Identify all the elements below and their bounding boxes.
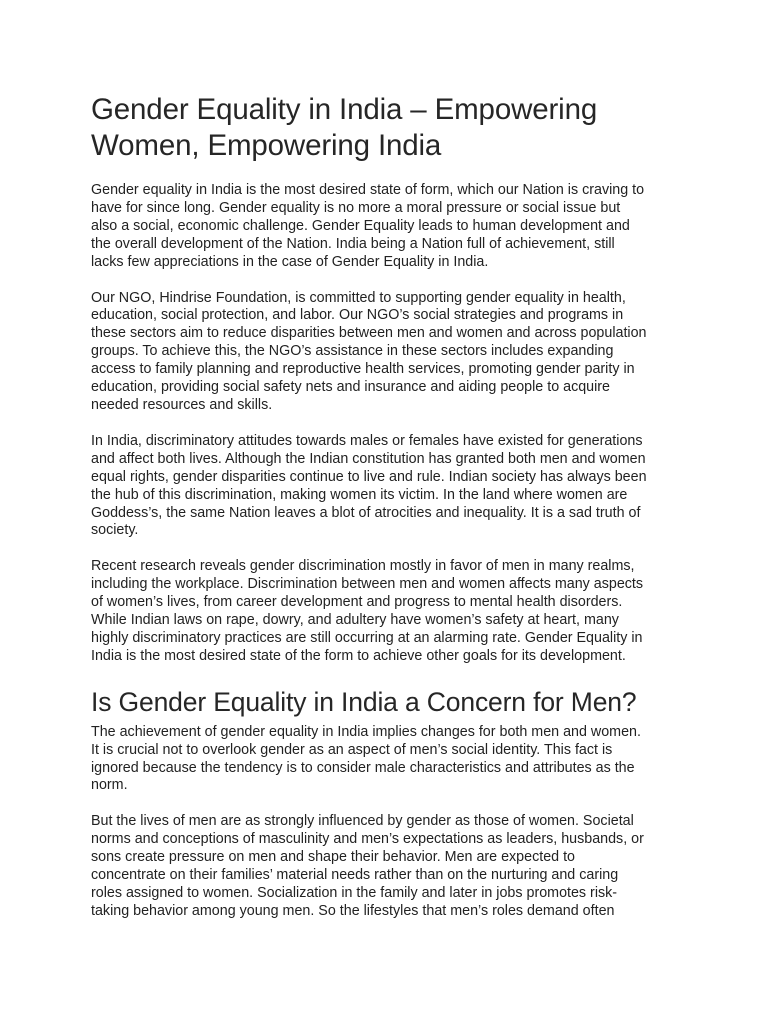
document-page	[91, 92, 691, 921]
intro-paragraph-4: Recent research reveals gender discrimination mostly in favor of men in many realms, including the workplace. Discrimination between men and women affects many aspects of women’s lives, from career development and progress to mental health disorders. While Indian laws on rape, dowry, and adultery have women’s safety at heart, many highly discriminatory practices are still occurring at an alarming rate. Gender Equality in India is the most desired state of the form to achieve other goals for its development.	[91, 558, 644, 664]
intro-paragraph-3: In India, discriminatory attitudes towards males or females have existed for generations and affect both lives. Although the Indian constitution has granted both men and women equal rights, gender disparities continue to live and rule. Indian society has always been the hub of this discrimination, making women its victim. In the land where women are Goddess’s, the same Nation leaves a blot of atrocities and inequality. It is a sad truth of society.	[91, 432, 647, 539]
page-title: Gender Equality in India – Empowering Women, Empowering India	[91, 93, 598, 162]
section-heading: Is Gender Equality in India a Concern for Men?	[91, 686, 637, 717]
section-paragraph-1: The achievement of gender equality in India implies changes for both men and women. It is crucial not to overlook gender as an aspect of men’s social identity. This fact is ignored because the tendency is to consider male characteristics and attributes as the norm.	[91, 723, 641, 794]
intro-paragraph-1: Gender equality in India is the most desired state of form, which our Nation is craving to have for since long. Gender equality is no more a moral pressure or social issue but also a social, economic challenge. Gender Equality leads to human development and the overall development of the Nation. India being a Nation full of achievement, still lacks few appreciations in the case of Gender Equality in India.	[91, 182, 645, 270]
section-paragraph-2: But the lives of men are as strongly influenced by gender as those of women. Societal norms and conceptions of masculinity and men’s expectations as leaders, husbands, or sons create pressure on men and shape their behavior. Men are expected to concentrate on their families’ material needs rather than on the nurturing and caring roles assigned to women. Socialization in the family and later in jobs promotes risk- taking behavior among young men. So the lifestyles that men’s roles demand often	[91, 813, 644, 919]
intro-paragraph-2: Our NGO, Hindrise Foundation, is committed to supporting gender equality in health, education, social protection, and labor. Our NGO’s social strategies and programs in these sectors aim to reduce disparities between men and women and across population groups. To achieve this, the NGO’s assistance in these sectors includes expanding access to family planning and reproductive health services, promoting gender parity in education, providing social safety nets and insurance and aiding people to acquire needed resources and skills.	[91, 289, 647, 413]
